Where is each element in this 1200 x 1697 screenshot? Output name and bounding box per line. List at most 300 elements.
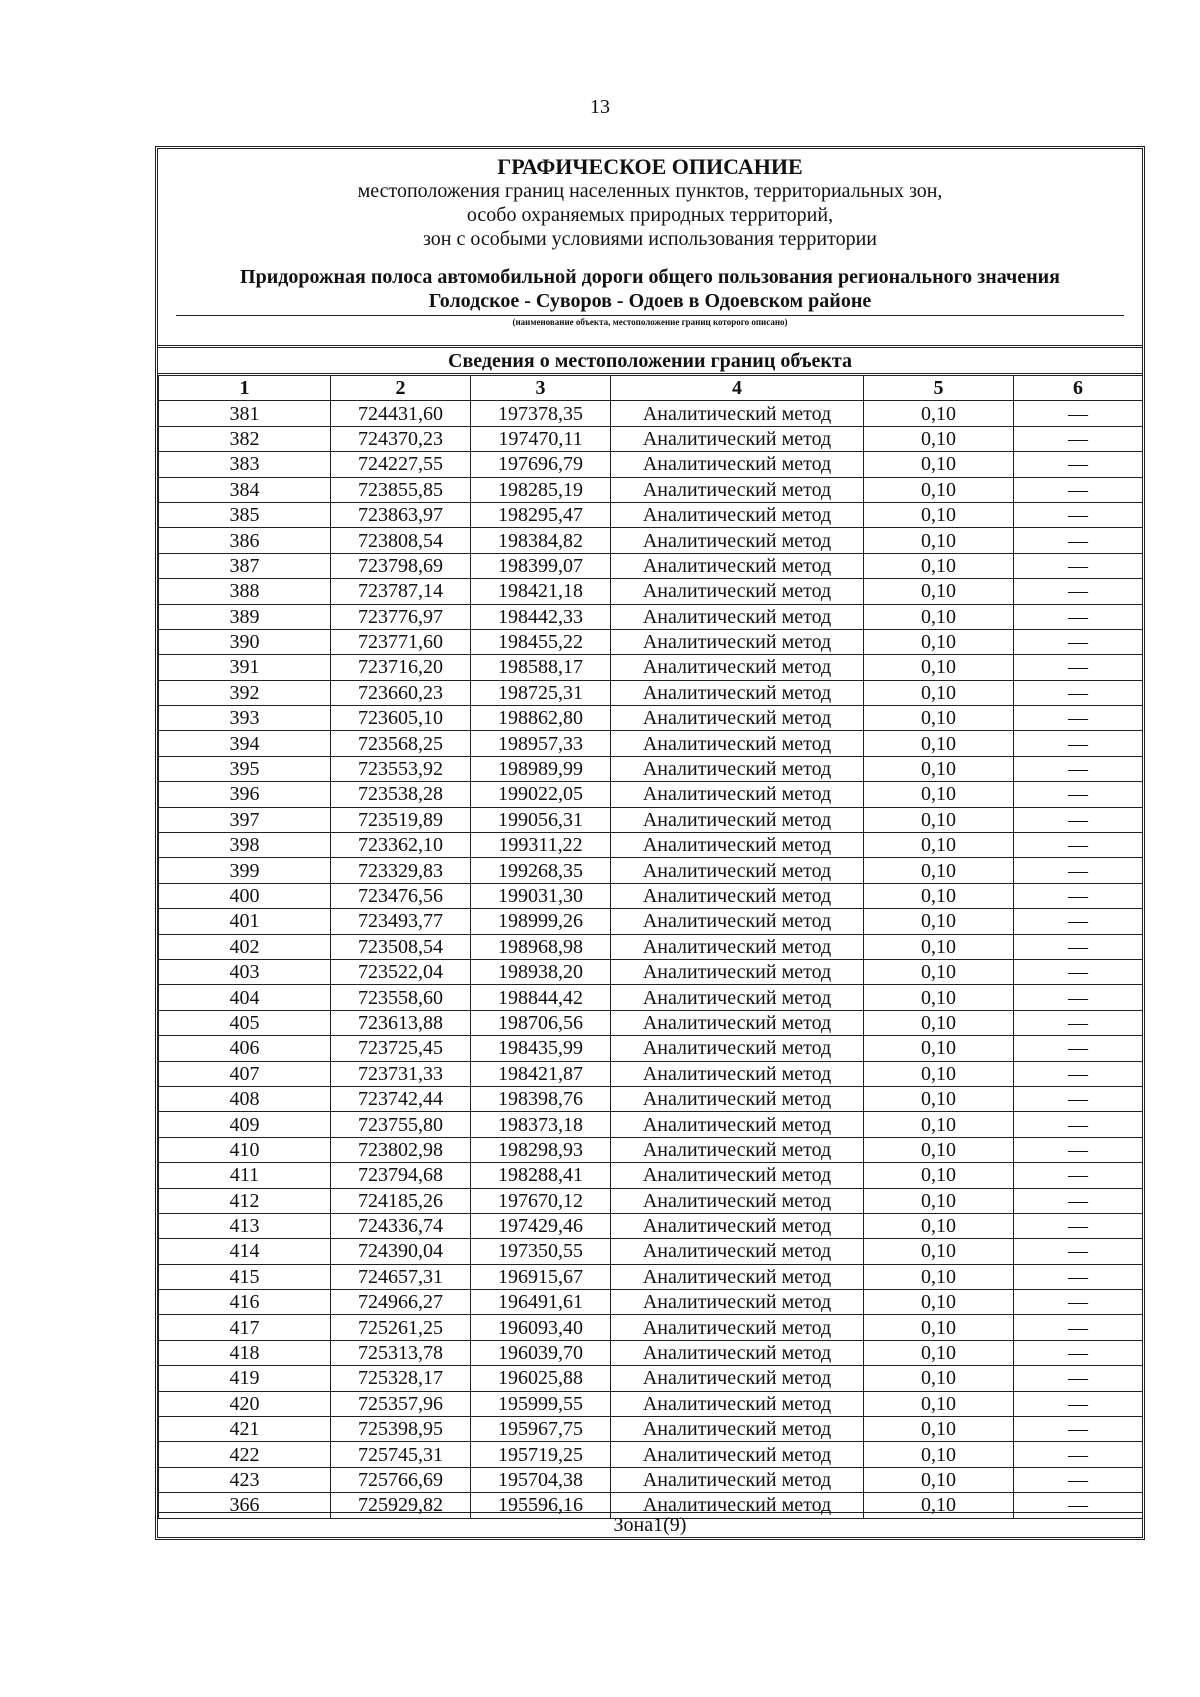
table-row <box>159 858 1143 883</box>
cell-method: Аналитический метод <box>611 909 864 934</box>
table-header-row <box>159 375 1143 401</box>
table-row <box>159 655 1143 680</box>
cell-coord-x: 723605,10 <box>331 706 471 731</box>
cell-coord-y: 196491,61 <box>471 1290 611 1315</box>
cell-precision: 0,10 <box>864 756 1014 781</box>
cell-coord-x: 723716,20 <box>331 655 471 680</box>
cell-coord-x: 723808,54 <box>331 528 471 553</box>
cell-coord-y: 198862,80 <box>471 706 611 731</box>
table-row <box>159 959 1143 984</box>
cell-point-number: 397 <box>159 807 331 832</box>
cell-precision: 0,10 <box>864 655 1014 680</box>
cell-coord-y: 198285,19 <box>471 477 611 502</box>
cell-coord-x: 725398,95 <box>331 1417 471 1442</box>
cell-precision: 0,10 <box>864 1417 1014 1442</box>
cell-description: — <box>1014 1493 1143 1518</box>
cell-method: Аналитический метод <box>611 1340 864 1365</box>
cell-point-number: 388 <box>159 579 331 604</box>
cell-description: — <box>1014 1366 1143 1391</box>
cell-coord-x: 723362,10 <box>331 833 471 858</box>
column-header-1: 1 <box>159 375 331 401</box>
table-row <box>159 604 1143 629</box>
document-frame <box>155 146 1145 1540</box>
cell-precision: 0,10 <box>864 1213 1014 1238</box>
cell-coord-y: 198844,42 <box>471 985 611 1010</box>
cell-coord-x: 724657,31 <box>331 1264 471 1289</box>
cell-point-number: 420 <box>159 1391 331 1416</box>
cell-description: — <box>1014 452 1143 477</box>
cell-point-number: 421 <box>159 1417 331 1442</box>
header-line-1: местоположения границ населенных пунктов, территориальных зон, <box>357 180 943 202</box>
cell-description: — <box>1014 1417 1143 1442</box>
cell-description: — <box>1014 807 1143 832</box>
cell-coord-y: 199311,22 <box>471 833 611 858</box>
cell-point-number: 394 <box>159 731 331 756</box>
cell-coord-y: 197350,55 <box>471 1239 611 1264</box>
cell-coord-y: 196093,40 <box>471 1315 611 1340</box>
table-row <box>159 1086 1143 1111</box>
cell-description: — <box>1014 553 1143 578</box>
cell-method: Аналитический метод <box>611 883 864 908</box>
cell-method: Аналитический метод <box>611 1010 864 1035</box>
cell-description: — <box>1014 1188 1143 1213</box>
document-header <box>158 149 1142 367</box>
cell-coord-x: 723613,88 <box>331 1010 471 1035</box>
cell-method: Аналитический метод <box>611 1188 864 1213</box>
cell-precision: 0,10 <box>864 731 1014 756</box>
cell-point-number: 417 <box>159 1315 331 1340</box>
cell-method: Аналитический метод <box>611 985 864 1010</box>
cell-description: — <box>1014 1315 1143 1340</box>
cell-coord-y: 199056,31 <box>471 807 611 832</box>
cell-coord-x: 725929,82 <box>331 1493 471 1518</box>
table-row <box>159 731 1143 756</box>
cell-coord-y: 197470,11 <box>471 426 611 451</box>
cell-precision: 0,10 <box>864 1442 1014 1467</box>
table-row <box>159 1417 1143 1442</box>
column-header-6: 6 <box>1014 375 1143 401</box>
cell-coord-x: 723863,97 <box>331 502 471 527</box>
table-row <box>159 1213 1143 1238</box>
cell-description: — <box>1014 909 1143 934</box>
cell-description: — <box>1014 1086 1143 1111</box>
cell-coord-x: 723660,23 <box>331 680 471 705</box>
cell-point-number: 410 <box>159 1137 331 1162</box>
table-row <box>159 1391 1143 1416</box>
table-row <box>159 756 1143 781</box>
cell-coord-y: 198421,18 <box>471 579 611 604</box>
cell-description: — <box>1014 833 1143 858</box>
table-row <box>159 528 1143 553</box>
cell-precision: 0,10 <box>864 858 1014 883</box>
table-row <box>159 985 1143 1010</box>
object-caption: (наименование объекта, местоположение границ которого описано) <box>512 317 788 327</box>
cell-description: — <box>1014 883 1143 908</box>
cell-coord-y: 198399,07 <box>471 553 611 578</box>
cell-coord-y: 198968,98 <box>471 934 611 959</box>
cell-precision: 0,10 <box>864 1391 1014 1416</box>
cell-coord-x: 725261,25 <box>331 1315 471 1340</box>
cell-coord-y: 195719,25 <box>471 1442 611 1467</box>
cell-method: Аналитический метод <box>611 604 864 629</box>
cell-coord-y: 197429,46 <box>471 1213 611 1238</box>
cell-point-number: 383 <box>159 452 331 477</box>
cell-description: — <box>1014 1467 1143 1492</box>
cell-precision: 0,10 <box>864 934 1014 959</box>
cell-precision: 0,10 <box>864 1010 1014 1035</box>
cell-coord-x: 723508,54 <box>331 934 471 959</box>
cell-coord-y: 198957,33 <box>471 731 611 756</box>
cell-coord-x: 723558,60 <box>331 985 471 1010</box>
cell-coord-x: 723731,33 <box>331 1061 471 1086</box>
cell-point-number: 411 <box>159 1163 331 1188</box>
cell-point-number: 408 <box>159 1086 331 1111</box>
cell-point-number: 381 <box>159 401 331 426</box>
cell-method: Аналитический метод <box>611 934 864 959</box>
table-row <box>159 1061 1143 1086</box>
cell-point-number: 385 <box>159 502 331 527</box>
cell-point-number: 405 <box>159 1010 331 1035</box>
cell-point-number: 413 <box>159 1213 331 1238</box>
coordinates-table <box>158 373 1143 1519</box>
cell-description: — <box>1014 1290 1143 1315</box>
cell-point-number: 414 <box>159 1239 331 1264</box>
table-row <box>159 833 1143 858</box>
table-row <box>159 426 1143 451</box>
cell-point-number: 387 <box>159 553 331 578</box>
cell-method: Аналитический метод <box>611 528 864 553</box>
cell-coord-x: 724431,60 <box>331 401 471 426</box>
table-row <box>159 1467 1143 1492</box>
cell-precision: 0,10 <box>864 1061 1014 1086</box>
cell-point-number: 407 <box>159 1061 331 1086</box>
cell-coord-x: 723798,69 <box>331 553 471 578</box>
cell-coord-x: 724336,74 <box>331 1213 471 1238</box>
cell-description: — <box>1014 858 1143 883</box>
cell-point-number: 412 <box>159 1188 331 1213</box>
cell-description: — <box>1014 655 1143 680</box>
object-name-line-1: Придорожная полоса автомобильной дороги общего пользования регионального значения <box>240 266 1060 288</box>
cell-method: Аналитический метод <box>611 1493 864 1518</box>
cell-coord-y: 196025,88 <box>471 1366 611 1391</box>
table-row <box>159 1137 1143 1162</box>
cell-description: — <box>1014 629 1143 654</box>
cell-coord-y: 198989,99 <box>471 756 611 781</box>
table-row <box>159 1239 1143 1264</box>
cell-point-number: 406 <box>159 1036 331 1061</box>
cell-coord-y: 198298,93 <box>471 1137 611 1162</box>
cell-precision: 0,10 <box>864 528 1014 553</box>
cell-coord-y: 198421,87 <box>471 1061 611 1086</box>
table-row <box>159 477 1143 502</box>
cell-precision: 0,10 <box>864 959 1014 984</box>
cell-description: — <box>1014 782 1143 807</box>
cell-coord-y: 198455,22 <box>471 629 611 654</box>
cell-description: — <box>1014 680 1143 705</box>
cell-precision: 0,10 <box>864 909 1014 934</box>
cell-point-number: 423 <box>159 1467 331 1492</box>
cell-method: Аналитический метод <box>611 452 864 477</box>
cell-coord-y: 196039,70 <box>471 1340 611 1365</box>
cell-method: Аналитический метод <box>611 502 864 527</box>
cell-method: Аналитический метод <box>611 1137 864 1162</box>
cell-description: — <box>1014 1112 1143 1137</box>
cell-method: Аналитический метод <box>611 655 864 680</box>
cell-method: Аналитический метод <box>611 1036 864 1061</box>
cell-method: Аналитический метод <box>611 1163 864 1188</box>
table-row <box>159 1290 1143 1315</box>
table-body <box>159 401 1143 1518</box>
cell-precision: 0,10 <box>864 782 1014 807</box>
cell-coord-x: 723568,25 <box>331 731 471 756</box>
cell-point-number: 396 <box>159 782 331 807</box>
cell-precision: 0,10 <box>864 401 1014 426</box>
cell-description: — <box>1014 934 1143 959</box>
cell-coord-x: 723855,85 <box>331 477 471 502</box>
table-row <box>159 1163 1143 1188</box>
cell-point-number: 389 <box>159 604 331 629</box>
cell-precision: 0,10 <box>864 807 1014 832</box>
cell-description: — <box>1014 477 1143 502</box>
table-row <box>159 1010 1143 1035</box>
cell-method: Аналитический метод <box>611 1391 864 1416</box>
column-header-3: 3 <box>471 375 611 401</box>
cell-description: — <box>1014 731 1143 756</box>
cell-method: Аналитический метод <box>611 401 864 426</box>
cell-point-number: 395 <box>159 756 331 781</box>
cell-method: Аналитический метод <box>611 1366 864 1391</box>
cell-method: Аналитический метод <box>611 629 864 654</box>
cell-method: Аналитический метод <box>611 1112 864 1137</box>
cell-precision: 0,10 <box>864 452 1014 477</box>
cell-coord-x: 724390,04 <box>331 1239 471 1264</box>
cell-point-number: 398 <box>159 833 331 858</box>
cell-method: Аналитический метод <box>611 1467 864 1492</box>
cell-point-number: 366 <box>159 1493 331 1518</box>
cell-coord-x: 723725,45 <box>331 1036 471 1061</box>
cell-point-number: 390 <box>159 629 331 654</box>
cell-point-number: 415 <box>159 1264 331 1289</box>
cell-coord-y: 199268,35 <box>471 858 611 883</box>
document-title: ГРАФИЧЕСКОЕ ОПИСАНИЕ <box>497 154 803 179</box>
cell-coord-x: 723493,77 <box>331 909 471 934</box>
cell-point-number: 400 <box>159 883 331 908</box>
cell-description: — <box>1014 1239 1143 1264</box>
table-row <box>159 1188 1143 1213</box>
cell-coord-y: 197378,35 <box>471 401 611 426</box>
cell-precision: 0,10 <box>864 1264 1014 1289</box>
cell-method: Аналитический метод <box>611 858 864 883</box>
cell-precision: 0,10 <box>864 1366 1014 1391</box>
cell-point-number: 401 <box>159 909 331 934</box>
table-row <box>159 1442 1143 1467</box>
cell-coord-x: 723476,56 <box>331 883 471 908</box>
table-row <box>159 452 1143 477</box>
cell-precision: 0,10 <box>864 604 1014 629</box>
table-row <box>159 1264 1143 1289</box>
cell-method: Аналитический метод <box>611 959 864 984</box>
cell-coord-x: 724227,55 <box>331 452 471 477</box>
cell-method: Аналитический метод <box>611 807 864 832</box>
cell-precision: 0,10 <box>864 1163 1014 1188</box>
table-row <box>159 706 1143 731</box>
cell-method: Аналитический метод <box>611 731 864 756</box>
cell-method: Аналитический метод <box>611 1213 864 1238</box>
cell-coord-x: 725328,17 <box>331 1366 471 1391</box>
cell-description: — <box>1014 1137 1143 1162</box>
cell-point-number: 392 <box>159 680 331 705</box>
cell-description: — <box>1014 1340 1143 1365</box>
cell-method: Аналитический метод <box>611 1239 864 1264</box>
cell-coord-x: 724185,26 <box>331 1188 471 1213</box>
cell-method: Аналитический метод <box>611 1417 864 1442</box>
cell-method: Аналитический метод <box>611 553 864 578</box>
cell-method: Аналитический метод <box>611 782 864 807</box>
header-line-2: особо охраняемых природных территорий, <box>466 204 834 226</box>
cell-description: — <box>1014 985 1143 1010</box>
cell-precision: 0,10 <box>864 629 1014 654</box>
table-row <box>159 579 1143 604</box>
cell-coord-y: 198938,20 <box>471 959 611 984</box>
cell-method: Аналитический метод <box>611 706 864 731</box>
cell-point-number: 386 <box>159 528 331 553</box>
cell-precision: 0,10 <box>864 680 1014 705</box>
cell-coord-y: 197696,79 <box>471 452 611 477</box>
cell-description: — <box>1014 1442 1143 1467</box>
cell-precision: 0,10 <box>864 1290 1014 1315</box>
cell-description: — <box>1014 706 1143 731</box>
cell-point-number: 382 <box>159 426 331 451</box>
cell-method: Аналитический метод <box>611 1442 864 1467</box>
cell-precision: 0,10 <box>864 1315 1014 1340</box>
cell-point-number: 419 <box>159 1366 331 1391</box>
cell-precision: 0,10 <box>864 883 1014 908</box>
cell-coord-x: 723553,92 <box>331 756 471 781</box>
cell-coord-x: 723522,04 <box>331 959 471 984</box>
cell-description: — <box>1014 1010 1143 1035</box>
cell-description: — <box>1014 401 1143 426</box>
cell-coord-x: 724370,23 <box>331 426 471 451</box>
cell-precision: 0,10 <box>864 1137 1014 1162</box>
cell-coord-y: 198999,26 <box>471 909 611 934</box>
cell-coord-x: 725745,31 <box>331 1442 471 1467</box>
cell-method: Аналитический метод <box>611 426 864 451</box>
cell-precision: 0,10 <box>864 553 1014 578</box>
header-line-3: зон с особыми условиями использования территории <box>422 228 878 250</box>
cell-method: Аналитический метод <box>611 1315 864 1340</box>
cell-coord-y: 198288,41 <box>471 1163 611 1188</box>
cell-precision: 0,10 <box>864 985 1014 1010</box>
cell-coord-x: 723519,89 <box>331 807 471 832</box>
table-row <box>159 553 1143 578</box>
cell-method: Аналитический метод <box>611 579 864 604</box>
cell-coord-y: 198295,47 <box>471 502 611 527</box>
column-header-4: 4 <box>611 375 864 401</box>
cell-coord-x: 725313,78 <box>331 1340 471 1365</box>
cell-coord-y: 195596,16 <box>471 1493 611 1518</box>
cell-coord-x: 723794,68 <box>331 1163 471 1188</box>
table-row <box>159 1036 1143 1061</box>
cell-method: Аналитический метод <box>611 833 864 858</box>
page-number: 13 <box>590 96 610 118</box>
cell-coord-y: 195999,55 <box>471 1391 611 1416</box>
cell-coord-y: 198588,17 <box>471 655 611 680</box>
cell-precision: 0,10 <box>864 1188 1014 1213</box>
cell-precision: 0,10 <box>864 1493 1014 1518</box>
zone-label: Зона1(9) <box>158 1512 1142 1537</box>
cell-coord-y: 198706,56 <box>471 1010 611 1035</box>
cell-coord-x: 725357,96 <box>331 1391 471 1416</box>
cell-precision: 0,10 <box>864 706 1014 731</box>
cell-point-number: 384 <box>159 477 331 502</box>
table-row <box>159 807 1143 832</box>
cell-coord-y: 199022,05 <box>471 782 611 807</box>
cell-precision: 0,10 <box>864 1239 1014 1264</box>
cell-precision: 0,10 <box>864 502 1014 527</box>
cell-method: Аналитический метод <box>611 680 864 705</box>
table-row <box>159 629 1143 654</box>
cell-point-number: 399 <box>159 858 331 883</box>
cell-description: — <box>1014 959 1143 984</box>
cell-coord-y: 198398,76 <box>471 1086 611 1111</box>
cell-point-number: 403 <box>159 959 331 984</box>
object-name-line-2: Голодское - Суворов - Одоев в Одоевском районе <box>428 290 872 312</box>
cell-precision: 0,10 <box>864 833 1014 858</box>
cell-description: — <box>1014 1391 1143 1416</box>
cell-description: — <box>1014 579 1143 604</box>
table-row <box>159 1112 1143 1137</box>
cell-coord-y: 195704,38 <box>471 1467 611 1492</box>
cell-point-number: 416 <box>159 1290 331 1315</box>
cell-method: Аналитический метод <box>611 756 864 781</box>
cell-coord-x: 723742,44 <box>331 1086 471 1111</box>
table-row <box>159 883 1143 908</box>
cell-point-number: 404 <box>159 985 331 1010</box>
cell-coord-x: 724966,27 <box>331 1290 471 1315</box>
cell-coord-y: 199031,30 <box>471 883 611 908</box>
cell-precision: 0,10 <box>864 1086 1014 1111</box>
cell-precision: 0,10 <box>864 1340 1014 1365</box>
table-row <box>159 1315 1143 1340</box>
cell-method: Аналитический метод <box>611 1086 864 1111</box>
table-row <box>159 909 1143 934</box>
cell-precision: 0,10 <box>864 1036 1014 1061</box>
cell-precision: 0,10 <box>864 477 1014 502</box>
table-row <box>159 680 1143 705</box>
cell-point-number: 393 <box>159 706 331 731</box>
table-row <box>159 401 1143 426</box>
table-row <box>159 1366 1143 1391</box>
cell-coord-y: 195967,75 <box>471 1417 611 1442</box>
cell-point-number: 422 <box>159 1442 331 1467</box>
cell-coord-y: 198373,18 <box>471 1112 611 1137</box>
cell-method: Аналитический метод <box>611 1290 864 1315</box>
cell-point-number: 409 <box>159 1112 331 1137</box>
cell-description: — <box>1014 1036 1143 1061</box>
column-header-5: 5 <box>864 375 1014 401</box>
cell-coord-x: 725766,69 <box>331 1467 471 1492</box>
table-row <box>159 1340 1143 1365</box>
cell-method: Аналитический метод <box>611 1264 864 1289</box>
cell-description: — <box>1014 502 1143 527</box>
cell-coord-y: 198442,33 <box>471 604 611 629</box>
cell-coord-x: 723771,60 <box>331 629 471 654</box>
table-row <box>159 502 1143 527</box>
column-header-2: 2 <box>331 375 471 401</box>
cell-description: — <box>1014 528 1143 553</box>
cell-precision: 0,10 <box>864 579 1014 604</box>
cell-precision: 0,10 <box>864 1112 1014 1137</box>
